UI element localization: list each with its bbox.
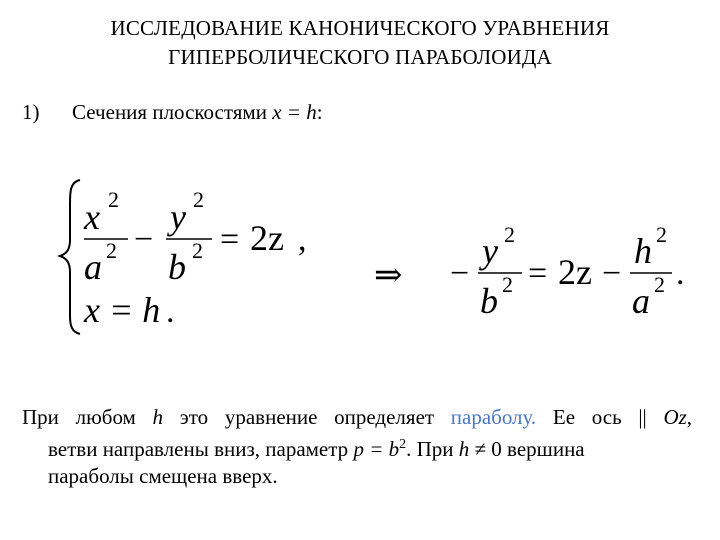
item-condition: x = h <box>272 100 317 124</box>
result-equation <box>450 222 685 321</box>
result-period: . <box>676 255 685 292</box>
result-denominator-b: b <box>480 281 498 321</box>
svg-text:2 <box>502 272 513 297</box>
para-comma: , <box>686 405 693 429</box>
result-exp-3: 2 <box>656 222 667 247</box>
svg-text:− <box>134 221 153 258</box>
svg-text:2z <box>558 252 592 292</box>
title-line-1: ИССЛЕДОВАНИЕ КАНОНИЧЕСКОГО УРАВНЕНИЯ <box>110 16 610 40</box>
result-minus-2: − <box>602 255 622 292</box>
para-text-3: Ее ось || <box>552 405 664 429</box>
result-middle: 2z <box>558 252 592 292</box>
eq1-exp-4: 2 <box>192 238 203 263</box>
svg-text:. <box>676 255 685 292</box>
eq1-exp-2: 2 <box>106 238 117 263</box>
eq2: x = h <box>84 290 161 330</box>
title-line-2: ГИПЕРБОЛИЧЕСКОГО ПАРАБОЛОИДА <box>168 45 552 69</box>
para-param: p = b <box>353 437 400 461</box>
svg-text:= <box>528 255 547 292</box>
item-number: 1) <box>22 100 40 124</box>
svg-text:2 <box>504 222 515 247</box>
svg-text:b <box>168 247 186 287</box>
result-numerator-h: h <box>634 231 652 271</box>
eq1-numerator-a: x <box>84 197 100 237</box>
para-var-h-2: h <box>458 437 470 461</box>
equation-system <box>60 180 307 334</box>
result-minus: − <box>450 255 470 292</box>
eq1-exp-1: 2 <box>108 187 119 212</box>
svg-text:h <box>634 231 652 271</box>
eq1-rhs: 2z <box>250 218 284 258</box>
svg-text:⇒ <box>374 257 403 294</box>
result-exp-4: 2 <box>654 272 665 297</box>
svg-text:2 <box>654 272 665 297</box>
eq1-numerator-b: y <box>170 197 186 237</box>
svg-text:2 <box>193 187 204 212</box>
svg-text:2 <box>192 238 203 263</box>
para-text-6: . При <box>406 437 454 461</box>
result-numerator-y: y <box>482 231 498 271</box>
svg-text:2 <box>108 187 119 212</box>
result-equals: = <box>528 255 548 292</box>
svg-text:− <box>450 255 469 292</box>
para-param-exp: 2 <box>399 437 407 452</box>
eq1-minus: − <box>134 221 154 258</box>
para-axis-oz: Oz <box>663 405 687 429</box>
parabola-link[interactable]: параболу. <box>450 405 537 429</box>
eq2-period: . <box>166 293 175 330</box>
svg-text:2z <box>250 218 284 258</box>
para-text-1: При любом <box>22 405 136 429</box>
result-denominator-a: a <box>632 281 650 321</box>
eq1-denominator-a: a <box>84 247 102 287</box>
para-text-2: это уравнение определяет <box>179 405 435 429</box>
paragraph-line-1 <box>22 404 692 431</box>
svg-text:y <box>479 231 498 271</box>
svg-text:2 <box>106 238 117 263</box>
svg-text:x <box>83 197 100 237</box>
para-text-7: вершина <box>507 437 585 461</box>
para-text-8: параболы смещена вверх. <box>48 464 278 488</box>
eq1-exp-3: 2 <box>193 187 204 212</box>
svg-text:y <box>167 197 186 237</box>
svg-text:x = h <box>83 290 160 330</box>
svg-text:2 <box>656 222 667 247</box>
paragraph-line-3 <box>22 463 692 490</box>
eq1-equals: = <box>220 221 240 258</box>
svg-text:b <box>480 281 498 321</box>
svg-text:− <box>602 255 621 292</box>
svg-text:a <box>632 281 650 321</box>
svg-text:. <box>166 293 175 330</box>
result-exp-1: 2 <box>504 222 515 247</box>
explanation-paragraph <box>22 404 692 490</box>
eq1-denominator-b: b <box>168 247 186 287</box>
svg-text:, <box>298 221 307 258</box>
svg-text:= <box>220 221 239 258</box>
eq1-comma: , <box>298 221 307 258</box>
para-neq: ≠ <box>474 437 487 461</box>
item-text: Сечения плоскостями <box>72 100 267 124</box>
para-zero: 0 <box>491 437 502 461</box>
svg-text:a <box>84 247 102 287</box>
result-exp-2: 2 <box>502 272 513 297</box>
implies-arrow: ⇒ <box>374 257 403 294</box>
left-brace <box>60 180 80 334</box>
para-text-5: ветви направлены вниз, параметр <box>48 437 349 461</box>
paragraph-line-2 <box>22 431 692 463</box>
para-var-h: h <box>152 405 164 429</box>
item-colon: : <box>316 100 323 124</box>
